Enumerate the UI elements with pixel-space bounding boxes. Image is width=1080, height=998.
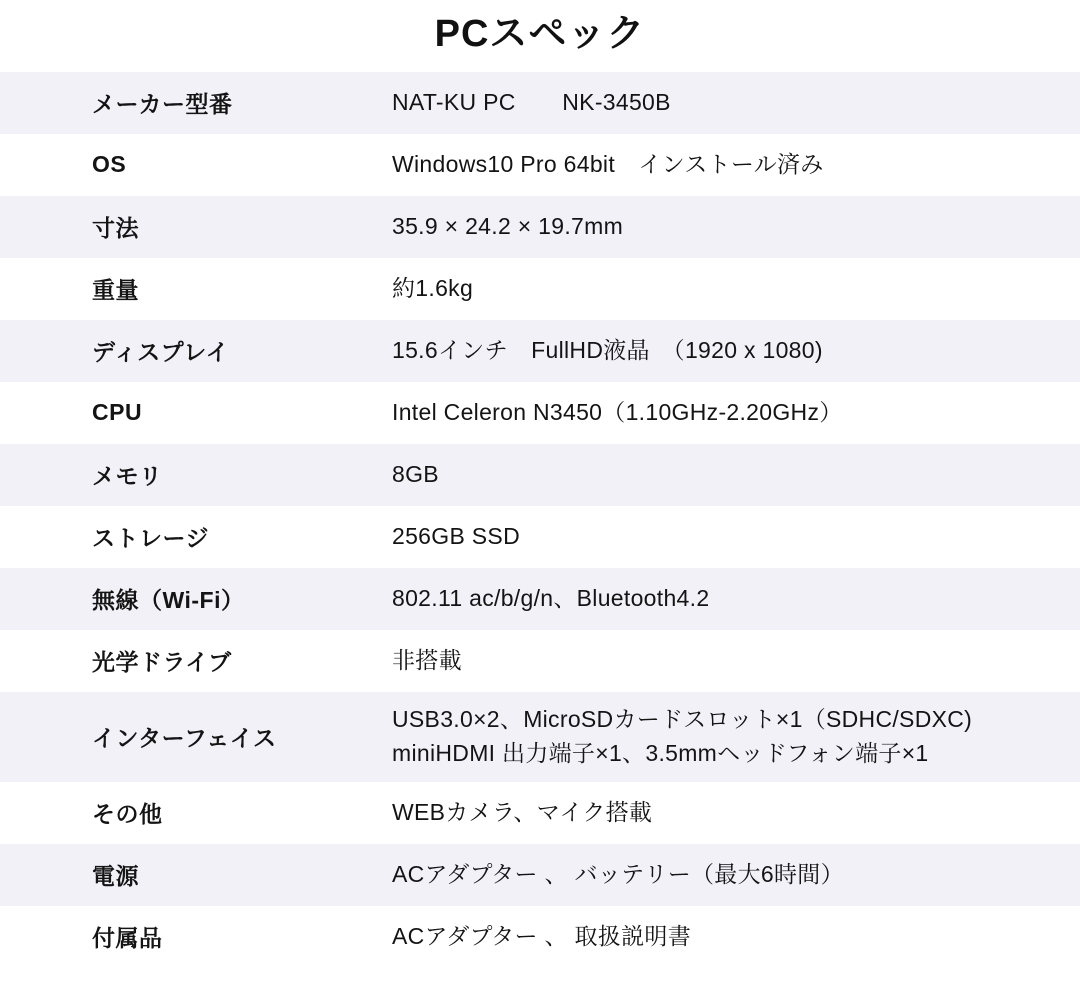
- spec-value: [392, 906, 1080, 968]
- spec-value-line: 256GB SSD: [392, 522, 520, 549]
- spec-value-line: miniHDMI 出力端子×1、3.5mmヘッドフォン端子×1: [392, 739, 929, 766]
- spec-value: [392, 506, 1080, 568]
- table-row: [0, 196, 1080, 258]
- spec-label: その他: [92, 801, 163, 828]
- spec-value-line: 約1.6kg: [392, 274, 474, 301]
- table-row: [0, 320, 1080, 382]
- spec-value: [392, 630, 1080, 692]
- spec-value: [392, 196, 1080, 258]
- spec-label: OS: [92, 151, 127, 178]
- spec-label: 付属品: [92, 925, 163, 952]
- table-row: [0, 906, 1080, 968]
- spec-value-line: USB3.0×2、MicroSDカードスロット×1（SDHC/SDXC): [392, 706, 973, 733]
- table-row: [0, 134, 1080, 196]
- spec-value: [392, 320, 1080, 382]
- spec-label: 寸法: [92, 215, 139, 242]
- table-row: [0, 782, 1080, 844]
- spec-value: [392, 782, 1080, 844]
- spec-value: [392, 134, 1080, 196]
- table-row: [0, 72, 1080, 134]
- spec-value-line: 35.9 × 24.2 × 19.7mm: [392, 212, 624, 239]
- table-row: [0, 630, 1080, 692]
- table-row: [0, 692, 1080, 782]
- spec-label: メーカー型番: [92, 91, 233, 118]
- spec-value: [392, 444, 1080, 506]
- table-row: [0, 258, 1080, 320]
- spec-value-line: 8GB: [392, 460, 439, 487]
- spec-value: [392, 844, 1080, 906]
- spec-label: 無線（Wi-Fi）: [92, 587, 245, 614]
- table-row: [0, 506, 1080, 568]
- spec-value: [392, 258, 1080, 320]
- spec-value-line: NAT-KU PC NK-3450B: [392, 88, 671, 115]
- spec-label: 電源: [92, 863, 139, 890]
- spec-value-line: 15.6インチ FullHD液晶 （1920 x 1080): [392, 336, 823, 363]
- spec-value-line: 非搭載: [392, 646, 462, 673]
- spec-label: インターフェイス: [92, 725, 277, 752]
- table-row: [0, 568, 1080, 630]
- spec-label: CPU: [92, 399, 143, 426]
- spec-table: [0, 72, 1080, 968]
- spec-label: ディスプレイ: [92, 339, 230, 366]
- spec-value: [392, 72, 1080, 134]
- page-title: PCスペック: [434, 13, 646, 55]
- spec-value-line: Intel Celeron N3450（1.10GHz-2.20GHz）: [392, 398, 843, 425]
- spec-value: [392, 568, 1080, 630]
- spec-label: 光学ドライブ: [92, 649, 232, 676]
- spec-value-line: ACアダプター 、 取扱説明書: [392, 922, 692, 949]
- spec-value-line: ACアダプター 、 バッテリー（最大6時間）: [392, 860, 844, 887]
- spec-value: [392, 382, 1080, 444]
- spec-value-line: 802.11 ac/b/g/n、Bluetooth4.2: [392, 584, 710, 611]
- table-row: [0, 844, 1080, 906]
- spec-label: 重量: [92, 277, 139, 304]
- spec-value-line: Windows10 Pro 64bit インストール済み: [392, 150, 824, 177]
- spec-value: [392, 692, 1080, 782]
- table-row: [0, 444, 1080, 506]
- spec-value-line: WEBカメラ、マイク搭載: [392, 798, 653, 825]
- spec-label: ストレージ: [92, 525, 210, 552]
- table-row: [0, 382, 1080, 444]
- spec-label: メモリ: [92, 463, 163, 490]
